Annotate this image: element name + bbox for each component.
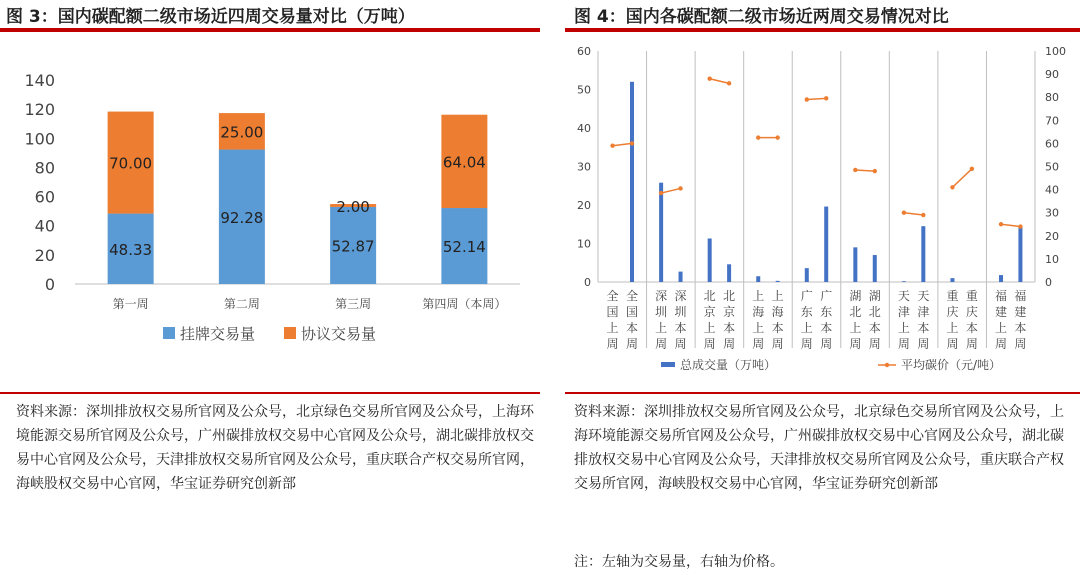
volume-bar [805,268,809,282]
x-tick-label-char: 广 [800,289,813,303]
price-line-segment [661,188,680,193]
price-line-segment [710,79,729,84]
y-right-tick-label: 30 [1045,206,1059,220]
x-tick-label-char: 北 [868,305,881,319]
price-point [775,135,779,139]
volume-bar [873,255,877,282]
x-tick-label-char: 国 [606,305,619,319]
x-tick-label-char: 周 [917,337,930,351]
x-tick-label-char: 圳 [655,305,668,319]
x-tick-label-char: 庆 [965,305,978,319]
x-tick-label-char: 建 [995,305,1008,319]
volume-bar [630,82,634,282]
x-tick-label-char: 周 [1014,337,1027,351]
y-right-tick-label: 70 [1045,114,1059,128]
figure4-source: 资料来源：深圳排放权交易所官网及公众号，北京绿色交易所官网及公众号，上海环境能源交易所官网及公众号，广州碳排放权交易中心官网及公众号，湖北碳排放权交易中心官网及公众号，天津排放权交易所官网及公众号，重庆联合产权交易所官网，海峡股权交易中心官网，华宝证券研究创新部 [574,404,1064,492]
x-tick-label-char: 上 [946,321,959,335]
x-tick-label-char: 上 [849,321,862,335]
x-tick-label-char: 周 [606,337,619,351]
x-tick-label-char: 上 [703,321,716,335]
x-tick-label-char: 庆 [946,305,959,319]
x-tick-label-char: 本 [917,321,930,335]
volume-bar [853,247,857,282]
figure4-panel [565,0,1080,575]
figure4-chart [565,0,1080,390]
x-tick-label-char: 福 [995,289,1008,303]
x-tick-label-char: 周 [771,337,784,351]
y-tick-label: 100 [24,129,55,149]
x-tick-label-char: 深 [674,289,687,303]
y-tick-label: 0 [44,275,55,294]
volume-bar [1018,226,1022,282]
price-line-segment [613,143,632,145]
data-label: 52.14 [442,238,486,257]
price-point [873,169,877,173]
legend-label: 平均碳价（元/吨） [901,358,1002,372]
x-tick-label-char: 本 [625,321,638,335]
y-tick-label: 60 [34,187,55,207]
y-left-tick-label: 20 [577,199,591,212]
price-point [950,185,954,189]
price-line-segment [855,170,874,171]
x-tick-label-char: 重 [946,289,959,303]
price-point [902,211,906,215]
y-right-tick-label: 10 [1045,252,1059,266]
y-right-tick-label: 20 [1045,229,1059,243]
x-tick-label-char: 海 [771,305,784,319]
data-label: 92.28 [220,208,264,227]
x-tick-label-char: 周 [995,337,1008,351]
x-tick-label-char: 周 [625,337,638,351]
price-point [630,141,634,145]
x-tick-label-char: 周 [752,337,765,351]
y-right-tick-label: 60 [1045,137,1059,151]
x-tick-label-char: 上 [771,289,784,303]
price-line-segment [1001,224,1020,226]
x-tick-label-char: 周 [655,337,668,351]
x-tick-label-char: 上 [752,289,765,303]
price-point [610,144,614,148]
volume-bar [950,278,954,282]
y-tick-label: 140 [24,71,55,90]
price-point [727,81,731,85]
legend-swatch-volume [661,362,675,367]
x-tick-label-char: 重 [965,289,978,303]
x-tick-label-char: 北 [703,289,716,303]
y-left-tick-label: 0 [584,276,591,289]
price-line-segment [904,213,923,215]
price-point [824,96,828,100]
x-tick-label-char: 周 [820,337,833,351]
price-line-segment [807,98,826,99]
x-tick-label-char: 广 [820,289,833,303]
y-right-tick-label: 0 [1045,276,1052,289]
y-left-tick-label: 60 [577,45,591,58]
data-label: 70.00 [109,154,153,173]
x-tick-label-char: 本 [771,321,784,335]
x-tick-label-char: 北 [723,289,736,303]
x-tick-label-char: 建 [1014,305,1027,319]
x-tick-label-char: 东 [820,305,833,319]
x-tick-label-char: 周 [723,337,736,351]
x-tick-label-char: 东 [800,305,813,319]
x-tick-label-char: 福 [1014,289,1027,303]
legend-marker-price [885,363,889,367]
y-left-tick-label: 40 [577,122,591,135]
figure4-title: 图 4：国内各碳配额二级市场近两周交易情况对比 [574,7,949,27]
volume-bar [921,226,925,282]
price-point [707,77,711,81]
price-point [1018,224,1022,228]
data-label: 52.87 [331,237,375,256]
x-tick-label-char: 深 [655,289,668,303]
price-line-segment [952,169,971,187]
data-label: 2.00 [336,198,370,217]
y-left-tick-label: 10 [577,237,591,251]
volume-bar [727,264,731,282]
volume-bar [824,207,828,282]
x-tick-label-char: 周 [800,337,813,351]
y-tick-label: 40 [34,216,55,236]
volume-bar [708,238,712,282]
x-tick-label-char: 全 [625,289,638,303]
data-label: 64.04 [442,153,486,172]
data-label: 25.00 [220,123,264,142]
figure3-chart [0,0,545,390]
x-tick-label-char: 天 [917,289,930,303]
x-tick-label-char: 周 [703,337,716,351]
x-tick-label-char: 上 [800,321,813,335]
x-tick-label-char: 周 [868,337,881,351]
y-right-tick-label: 50 [1045,160,1059,174]
price-point [805,97,809,101]
x-tick-label-char: 周 [849,337,862,351]
y-left-tick-label: 30 [577,160,591,174]
x-tick-label-char: 北 [849,305,862,319]
legend-label: 协议交易量 [301,325,377,343]
figure3-title: 图 3：国内碳配额二级市场近四周交易量对比（万吨） [6,7,415,27]
y-right-tick-label: 100 [1045,45,1066,58]
x-tick-label-char: 京 [723,305,736,319]
x-tick-label: 第四周（本周） [422,297,507,311]
x-tick-label-char: 上 [897,321,910,335]
x-tick-label-char: 津 [897,305,910,319]
x-tick-label-char: 本 [965,321,978,335]
price-point [659,191,663,195]
x-tick-label-char: 湖 [849,289,862,303]
legend-swatch-agreement [284,327,296,339]
x-tick-label: 第一周 [112,297,149,311]
legend-label: 挂牌交易量 [180,325,256,343]
x-tick-label-char: 本 [723,321,736,335]
x-tick-label: 第三周 [335,297,372,311]
legend-swatch-listed [163,327,175,339]
x-tick-label-char: 周 [897,337,910,351]
x-tick-label-char: 全 [606,289,619,303]
x-tick-label-char: 本 [820,321,833,335]
figure4-bottom-rule [565,392,1080,394]
x-tick-label-char: 本 [674,321,687,335]
y-left-tick-label: 50 [577,83,591,97]
x-tick-label-char: 津 [917,305,930,319]
x-tick-label-char: 上 [752,321,765,335]
price-point [853,168,857,172]
figure3-source: 资料来源：深圳排放权交易所官网及公众号，北京绿色交易所官网及公众号，上海环境能源交易所官网及公众号，广州碳排放权交易中心官网及公众号，湖北碳排放权交易中心官网及公众号，天津排放权交易所官网及公众号，重庆联合产权交易所官网，海峡股权交易中心官网，华宝证券研究创新部 [16,404,534,492]
x-tick-label-char: 周 [674,337,687,351]
price-point [970,167,974,171]
volume-bar [776,281,780,282]
y-tick-label: 80 [34,158,55,178]
x-tick-label-char: 湖 [868,289,881,303]
y-right-tick-label: 80 [1045,91,1059,105]
y-right-tick-label: 90 [1045,68,1059,82]
x-tick-label-char: 周 [946,337,959,351]
x-tick-label-char: 京 [703,305,716,319]
x-tick-label-char: 上 [995,321,1008,335]
y-tick-label: 120 [24,100,55,120]
x-tick-label-char: 天 [897,289,910,303]
volume-bar [756,276,760,282]
x-tick-label-char: 上 [606,321,619,335]
volume-bar [659,183,663,282]
x-tick-label: 第二周 [223,297,260,311]
volume-bar [679,272,683,282]
volume-bar [999,275,1003,282]
x-tick-label-char: 周 [965,337,978,351]
price-point [999,222,1003,226]
x-tick-label-char: 上 [655,321,668,335]
x-tick-label-char: 海 [752,305,765,319]
price-point [756,135,760,139]
legend-label: 总成交量（万吨） [680,358,777,372]
x-tick-label-char: 本 [1014,321,1027,335]
volume-bar [902,281,906,282]
price-point [921,213,925,217]
x-tick-label-char: 国 [625,305,638,319]
price-point [678,186,682,190]
figure3-bottom-rule [0,392,540,394]
data-label: 48.33 [109,240,153,259]
y-right-tick-label: 40 [1045,183,1059,197]
x-tick-label-char: 本 [868,321,881,335]
y-tick-label: 20 [34,245,55,265]
x-tick-label-char: 圳 [674,305,687,319]
figure4-note: 注：左轴为交易量，右轴为价格。 [574,554,784,570]
